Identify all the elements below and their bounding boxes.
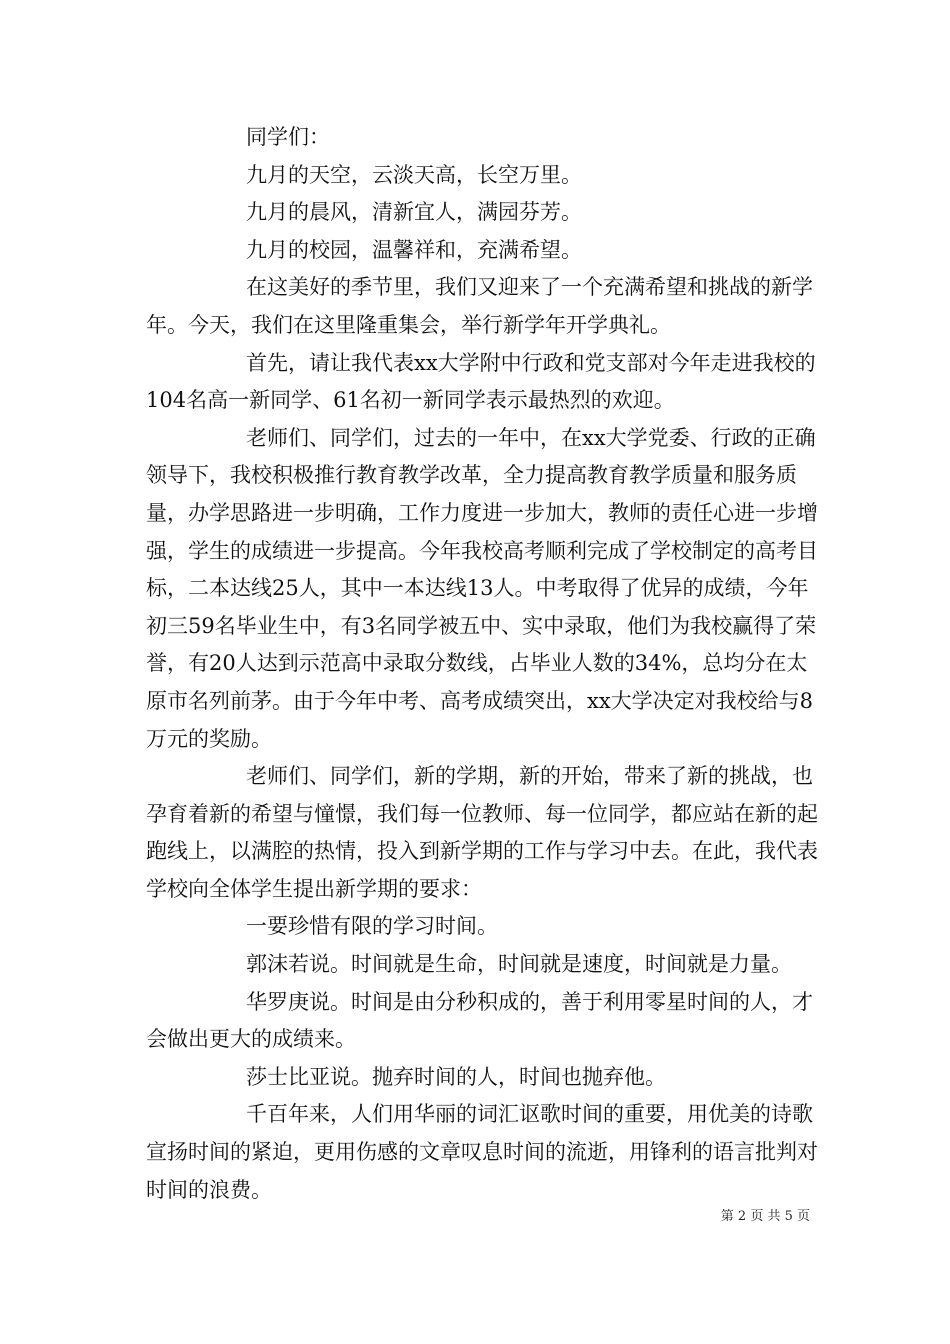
paragraph-new-term: 老师们、同学们，新的学期，新的开始，带来了新的挑战，也孕育着新的希望与憧憬，我们每一位教师、每一位同学，都应站在新的起跑线上，以满腔的热情，投入到新学期的工作与学习中去。在此，我代表学校向全体学生提出新学期的要求： xyxy=(146,764,818,901)
paragraph-new-year: 在这美好的季节里，我们又迎来了一个充满希望和挑战的新学年。今天，我们在这里隆重集会，举行新学年开学典礼。 xyxy=(146,275,813,337)
paragraph-greeting: 同学们： xyxy=(246,125,330,149)
paragraph-quote-shakespeare: 莎士比亚说。抛弃时间的人，时间也抛弃他。 xyxy=(246,1064,666,1089)
paragraph-welcome: 首先，请让我代表xx大学附中行政和党支部对今年走进我校的104名高一新同学、61名初一新同学表示最热烈的欢迎。 xyxy=(146,350,816,413)
paragraph-breeze: 九月的晨风，清新宜人，满园芬芳。 xyxy=(246,200,582,225)
page-number-footer: 第 2 页 共 5 页 xyxy=(720,1209,810,1224)
paragraph-review: 老师们、同学们，过去的一年中，在xx大学党委、行政的正确领导下，我校积极推行教育教学改革，全力提高教育教学质量和服务质量，办学思路进一步明确，工作力度进一步加大，教师的责任心进一步增强，学生的成绩进一步提高。今年我校高考顺利完成了学校制定的高考目标，二本达线25人，其中一本达线13人。中考取得了优异的成绩，今年初三59名毕业生中，有3名同学被五中、实中录取，他们为我校赢得了荣誉，有20人达到示范高中录取分数线，占毕业人数的34%，总均分在太原市名列前茅。由于今年中考、高考成绩突出，xx大学决定对我校给与8万元的奖励。 xyxy=(146,425,818,751)
paragraph-campus: 九月的校园，温馨祥和，充满希望。 xyxy=(246,237,582,262)
paragraph-time-importance: 千百年来，人们用华丽的词汇讴歌时间的重要，用优美的诗歌宣扬时间的紧迫，更用伤感的文章叹息时间的流逝，用锋利的语言批判对时间的浪费。 xyxy=(146,1102,818,1202)
paragraph-sky: 九月的天空，云淡天高，长空万里。 xyxy=(246,162,582,187)
paragraph-quote-hua: 华罗庚说。时间是由分秒积成的，善于利用零星时间的人，才会做出更大的成绩来。 xyxy=(146,989,813,1052)
paragraph-quote-guo: 郭沫若说。时间就是生命，时间就是速度，时间就是力量。 xyxy=(246,952,792,977)
body-text xyxy=(146,119,822,1209)
paragraph-requirement-1: 一要珍惜有限的学习时间。 xyxy=(246,914,498,939)
